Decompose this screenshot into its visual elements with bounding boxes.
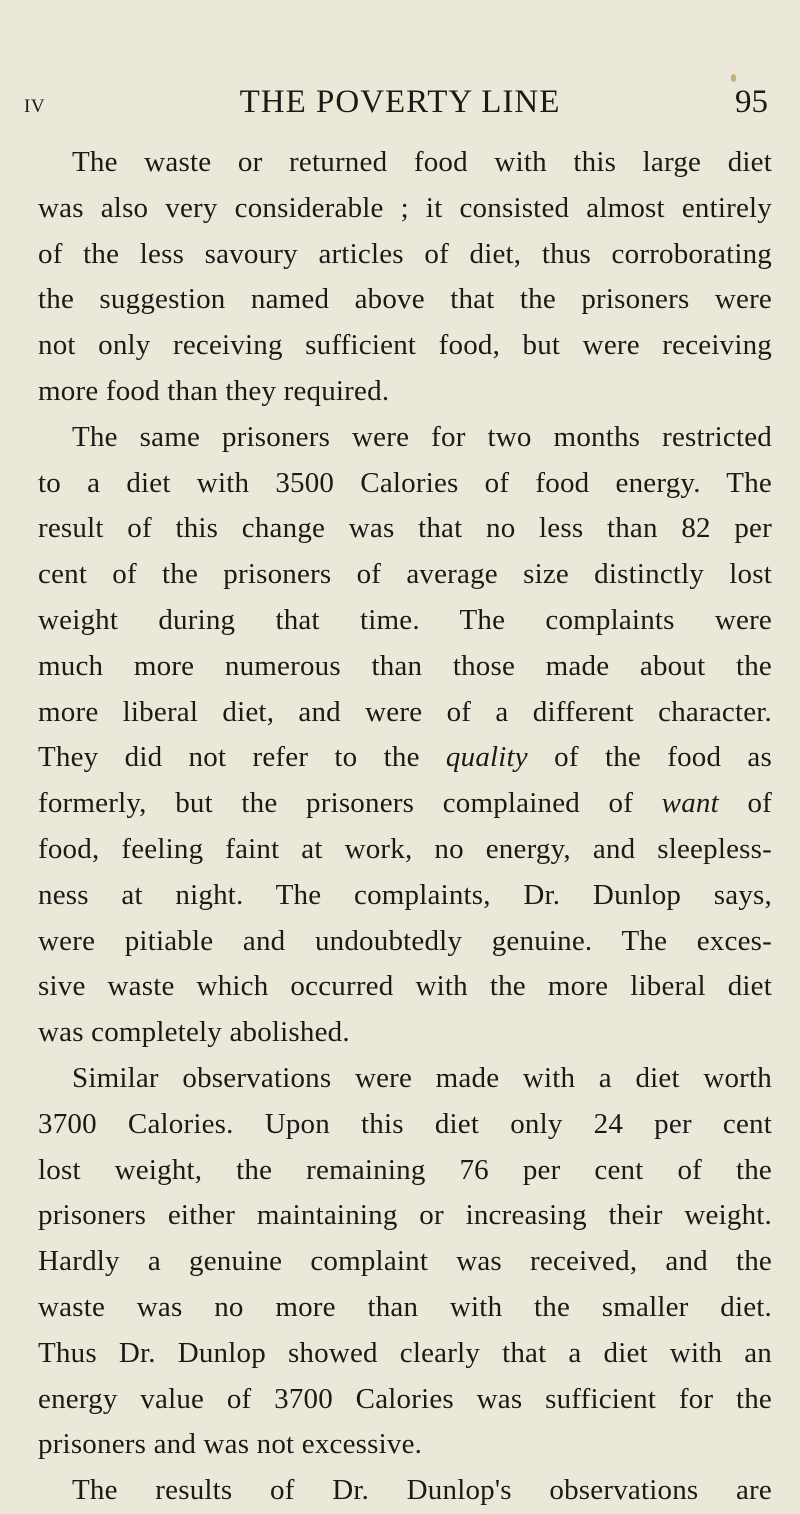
text-line: of the less savoury articles of diet, thus corroborating (38, 237, 772, 270)
text-line: not only receiving sufficient food, but were receiving (38, 329, 772, 362)
text-line: prisoners and was not excessive. (38, 1428, 423, 1461)
text-line: cent of the prisoners of average size distinctly lost (38, 558, 772, 591)
text-line: energy value of 3700 Calories was sufficient for the (38, 1382, 772, 1415)
emphasis-want: want (661, 787, 719, 820)
text-line: The results of Dr. Dunlop's observations are (72, 1474, 772, 1507)
emphasis-quality: quality (445, 741, 528, 774)
page-number: 95 (735, 84, 768, 120)
text-line: much more numerous than those made about the (38, 649, 772, 682)
text-line: The same prisoners were for two months restricted (72, 420, 772, 453)
text-line: Hardly a genuine complaint was received, and the (38, 1245, 772, 1278)
text-line: was also very considerable ; it consisted almost entirely (38, 191, 772, 224)
line-text: of the food as (527, 741, 772, 774)
text-line: result of this change was that no less than 82 per (38, 512, 772, 545)
text-line: sive waste which occurred with the more liberal diet (38, 970, 772, 1003)
ink-speck (731, 74, 736, 82)
chapter-numeral: IV (24, 96, 46, 117)
text-line: food, feeling faint at work, no energy, and sleepless- (38, 832, 772, 865)
text-line: lost weight, the remaining 76 per cent of the (38, 1153, 772, 1186)
line-text: of (718, 787, 772, 820)
text-line (38, 781, 772, 827)
running-title: THE POVERTY LINE (239, 84, 561, 120)
text-line: was completely abolished. (38, 1016, 350, 1049)
text-line: The waste or returned food with this large diet (72, 146, 772, 178)
text-line: 3700 Calories. Upon this diet only 24 per cent (38, 1107, 772, 1140)
text-line (38, 735, 772, 781)
text-line: weight during that time. The complaints were (38, 603, 772, 636)
text-line: the suggestion named above that the prisoners were (38, 283, 772, 316)
text-line: ness at night. The complaints, Dr. Dunlop says, (38, 878, 772, 911)
text-line: Thus Dr. Dunlop showed clearly that a diet with an (38, 1336, 772, 1369)
text-line: more liberal diet, and were of a different character. (38, 695, 772, 728)
body-text (38, 140, 772, 1514)
text-line: were pitiable and undoubtedly genuine. The exces- (38, 924, 772, 957)
line-text: They did not refer to the (38, 741, 446, 774)
text-line: Similar observations were made with a diet worth (72, 1061, 772, 1094)
text-line: more food than they required. (38, 374, 390, 407)
running-head (0, 84, 800, 128)
text-line: waste was no more than with the smaller diet. (38, 1290, 772, 1323)
line-text: formerly, but the prisoners complained of (38, 787, 662, 820)
text-line: prisoners either maintaining or increasing their weight. (38, 1199, 772, 1232)
text-line: to a diet with 3500 Calories of food energy. The (38, 466, 772, 499)
